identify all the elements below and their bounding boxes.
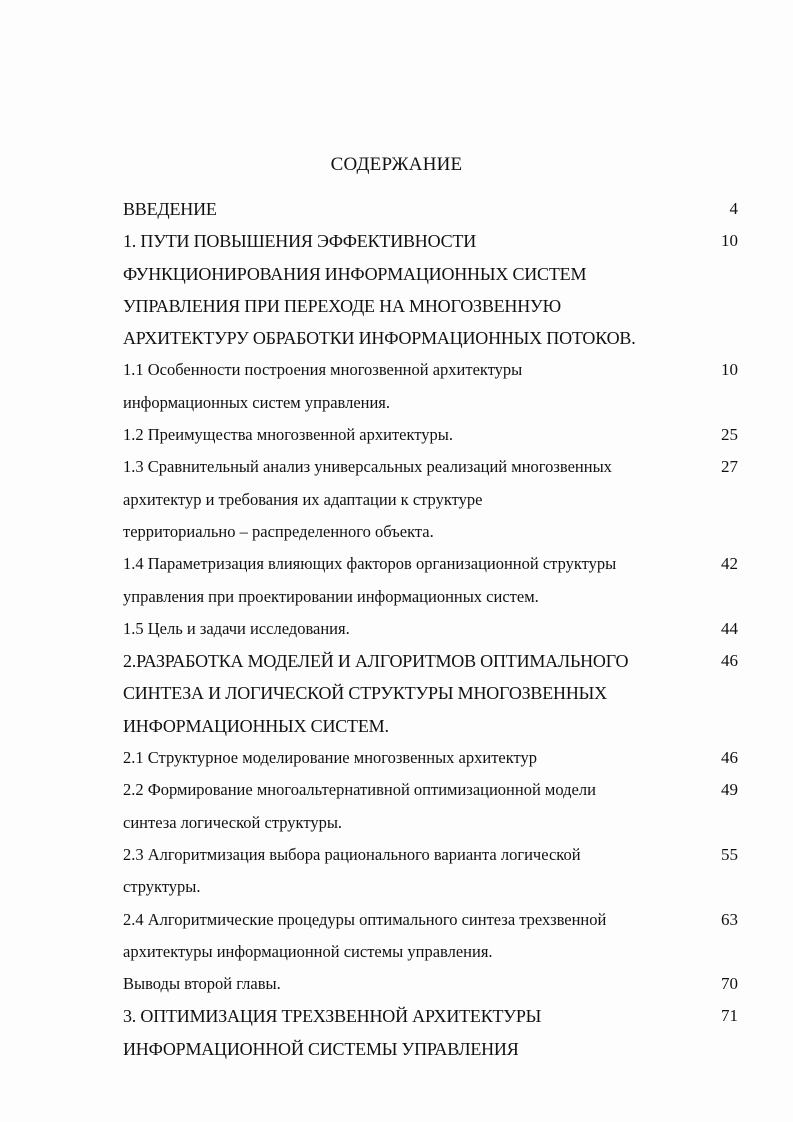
toc-page-number: 55	[721, 844, 738, 864]
toc-entry	[123, 225, 738, 354]
toc-entry-text	[123, 225, 698, 354]
toc-page-number: 27	[721, 457, 738, 477]
toc-entry-line: синтеза логической структуры.	[123, 812, 343, 832]
toc-page-number: 44	[721, 618, 738, 638]
toc-entry-text	[123, 548, 698, 613]
toc-entry-line: 3. ОПТИМИЗАЦИЯ ТРЕХЗВЕННОЙ АРХИТЕКТУРЫ	[123, 1006, 542, 1027]
toc-page-number: 70	[721, 974, 738, 994]
toc-page-number: 10	[721, 231, 738, 251]
toc-page-number: 42	[721, 554, 738, 574]
toc-entry-line: структуры.	[123, 877, 201, 897]
toc-entry-line: управления при проектировании информационных систем.	[123, 586, 539, 606]
toc-page-number: 25	[721, 425, 738, 445]
toc-entry-text	[123, 1000, 698, 1065]
toc-entry-line: ИНФОРМАЦИОННОЙ СИСТЕМЫ УПРАВЛЕНИЯ	[123, 1038, 519, 1059]
toc-entry-line: АРХИТЕКТУРУ ОБРАБОТКИ ИНФОРМАЦИОННЫХ ПОТОКОВ.	[123, 328, 636, 349]
toc-entry-text	[123, 774, 698, 839]
toc-entry-line: территориально – распределенного объекта.	[123, 521, 434, 541]
toc-entry-line: 2.4 Алгоритмические процедуры оптимального синтеза трехзвенной	[123, 909, 607, 929]
toc-entry-text	[123, 613, 698, 645]
toc-entry-text	[123, 419, 698, 451]
toc-entry-text	[123, 354, 698, 419]
toc-entry-line: архитектур и требования их адаптации к структуре	[123, 489, 483, 509]
toc-entry-line: архитектуры информационной системы управления.	[123, 941, 493, 961]
toc-entry	[123, 419, 738, 451]
toc-page-number: 49	[721, 780, 738, 800]
toc-entry-text	[123, 645, 698, 742]
toc-entry-text	[123, 904, 698, 969]
toc-entry-line: 1.2 Преимущества многозвенной архитектуры.	[123, 425, 453, 445]
toc-entry	[123, 451, 738, 548]
toc-entry-line: 1. ПУТИ ПОВЫШЕНИЯ ЭФФЕКТИВНОСТИ	[123, 231, 477, 252]
toc-entry	[123, 968, 738, 1000]
toc-entry-line: ФУНКЦИОНИРОВАНИЯ ИНФОРМАЦИОННЫХ СИСТЕМ	[123, 263, 587, 284]
toc-entry-line: 1.4 Параметризация влияющих факторов организационной структуры	[123, 554, 617, 574]
toc-entry-line: 1.3 Сравнительный анализ универсальных реализаций многозвенных	[123, 457, 612, 477]
toc-entry-line: ВВЕДЕНИЕ	[123, 199, 217, 219]
toc-entry	[123, 548, 738, 613]
toc-page-number: 46	[721, 651, 738, 671]
toc-entry	[123, 1000, 738, 1065]
toc-entry-line: Выводы второй главы.	[123, 974, 281, 994]
toc-entry-text	[123, 968, 698, 1000]
toc-entry-line: 2.3 Алгоритмизация выбора рационального варианта логической	[123, 844, 581, 864]
toc-entry-text	[123, 451, 698, 548]
toc-entry	[123, 839, 738, 904]
toc-page-number: 71	[721, 1006, 738, 1026]
toc-entry	[123, 774, 738, 839]
toc-entry-line: 2.1 Структурное моделирование многозвенных архитектур	[123, 748, 538, 768]
toc-page-number: 4	[729, 199, 738, 218]
toc-entry-line: 2.РАЗРАБОТКА МОДЕЛЕЙ И АЛГОРИТМОВ ОПТИМАЛЬНОГО	[123, 651, 629, 672]
toc-entry	[123, 613, 738, 645]
toc-title: СОДЕРЖАНИЕ	[330, 154, 463, 175]
toc-entry	[123, 742, 738, 774]
toc-page-number: 63	[721, 909, 738, 929]
toc-entry-line: информационных систем управления.	[123, 392, 391, 412]
toc-entry-line: 1.5 Цель и задачи исследования.	[123, 618, 350, 638]
toc-entry-line: 1.1 Особенности построения многозвенной архитектуры	[123, 360, 523, 380]
toc-list	[123, 193, 738, 1065]
toc-entry	[123, 904, 738, 969]
toc-entry	[123, 354, 738, 419]
toc-page-number: 46	[721, 748, 738, 768]
toc-entry-text	[123, 742, 698, 774]
toc-entry-line: СИНТЕЗА И ЛОГИЧЕСКОЙ СТРУКТУРЫ МНОГОЗВЕННЫХ	[123, 683, 607, 704]
toc-entry-text	[123, 839, 698, 904]
toc-entry-line: УПРАВЛЕНИЯ ПРИ ПЕРЕХОДЕ НА МНОГОЗВЕННУЮ	[123, 295, 561, 316]
toc-entry-line: ИНФОРМАЦИОННЫХ СИСТЕМ.	[123, 715, 389, 736]
toc-entry-text	[123, 193, 698, 225]
toc-entry	[123, 645, 738, 742]
toc-page-number: 10	[721, 360, 738, 380]
toc-entry	[123, 193, 738, 225]
toc-entry-line: 2.2 Формирование многоальтернативной оптимизационной модели	[123, 780, 596, 800]
